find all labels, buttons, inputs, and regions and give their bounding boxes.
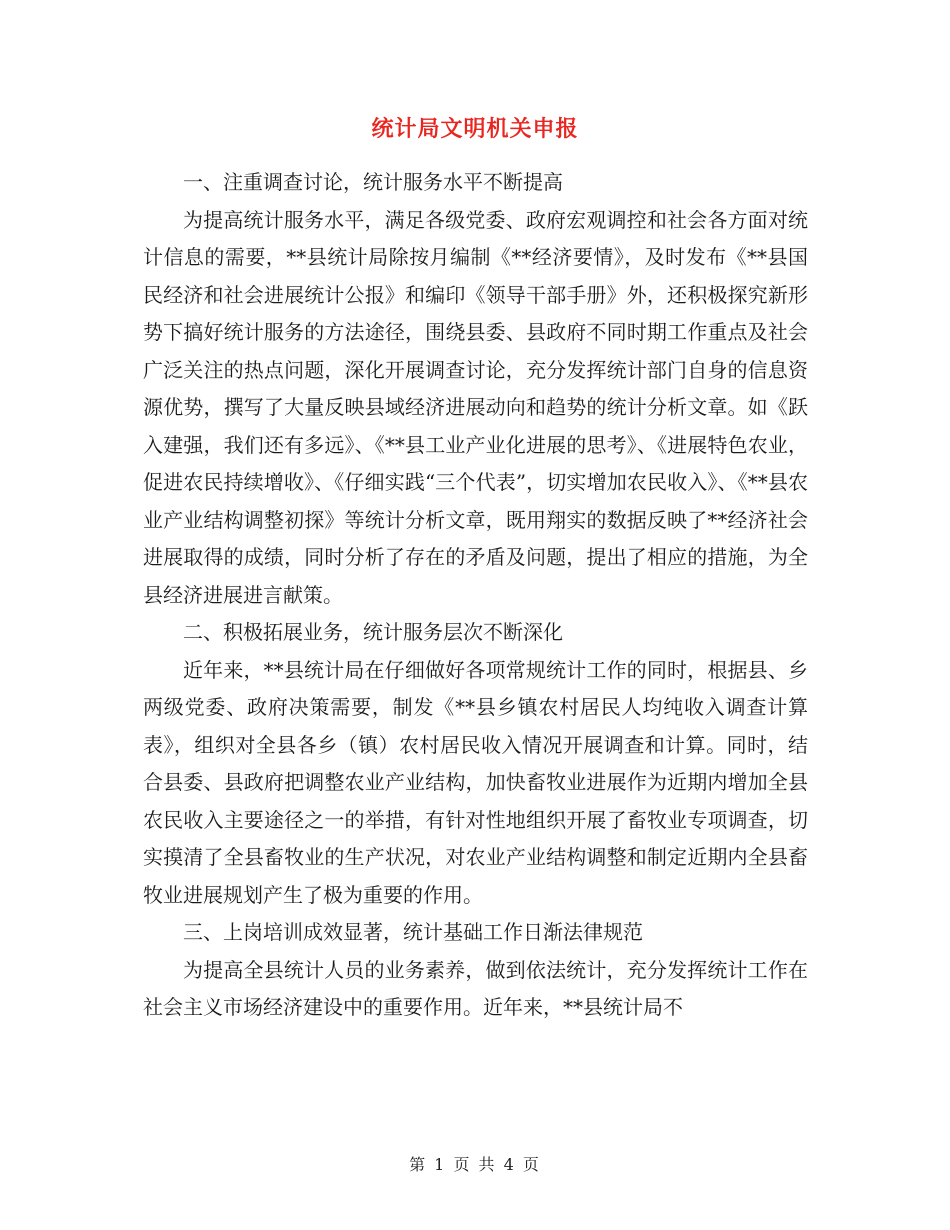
document-title: 统计局文明机关申报 [371,116,579,142]
section-heading-1: 一、注重调查讨论，统计服务水平不断提高 [183,170,563,194]
section-heading-3: 三、上岗培训成效显著，统计基础工作日渐法律规范 [183,920,643,944]
page-number-footer: 第 1 页 共 4 页 [409,1155,541,1174]
document-body [143,164,808,1027]
section-heading-2: 二、积极拓展业务，统计服务层次不断深化 [183,620,563,644]
body-paragraph-2: 近年来，**县统计局在仔细做好各项常规统计工作的同时，根据县、乡两级党委、政府决策需要，制发《**县乡镇农村居民人均纯收入调查计算表》，组织对全县各乡（镇）农村居民收入情况开展调查和计算。同时，结合县委、县政府把调整农业产业结构，加快畜牧业进展作为近期内增加全县农民收入主要途径之一的举措，有针对性地组织开展了畜牧业专项调查，切实摸清了全县畜牧业的生产状况，对农业产业结构调整和制定近期内全县畜牧业进展规划产生了极为重要的作用。 [143,657,808,907]
body-paragraph-1: 为提高统计服务水平，满足各级党委、政府宏观调控和社会各方面对统计信息的需要，**县统计局除按月编制《**经济要情》，及时发布《**县国民经济和社会进展统计公报》和编印《领导干部手册》外，还积极探究新形势下搞好统计服务的方法途径，围绕县委、县政府不同时期工作重点及社会广泛关注的热点问题，深化开展调查讨论，充分发挥统计部门自身的信息资源优势，撰写了大量反映县域经济进展动向和趋势的统计分析文章。如《跃入建强，我们还有多远》、《**县工业产业化进展的思考》、《进展特色农业，促进农民持续增收》、《仔细实践“三个代表”，切实增加农民收入》、《**县农业产业结构调整初探》等统计分析文章，既用翔实的数据反映了**经济社会进展取得的成绩，同时分析了存在的矛盾及问题，提出了相应的措施，为全县经济进展进言献策。 [143,207,808,607]
body-paragraph-3: 为提高全县统计人员的业务素养，做到依法统计，充分发挥统计工作在社会主义市场经济建设中的重要作用。近年来，**县统计局不 [143,957,808,1019]
